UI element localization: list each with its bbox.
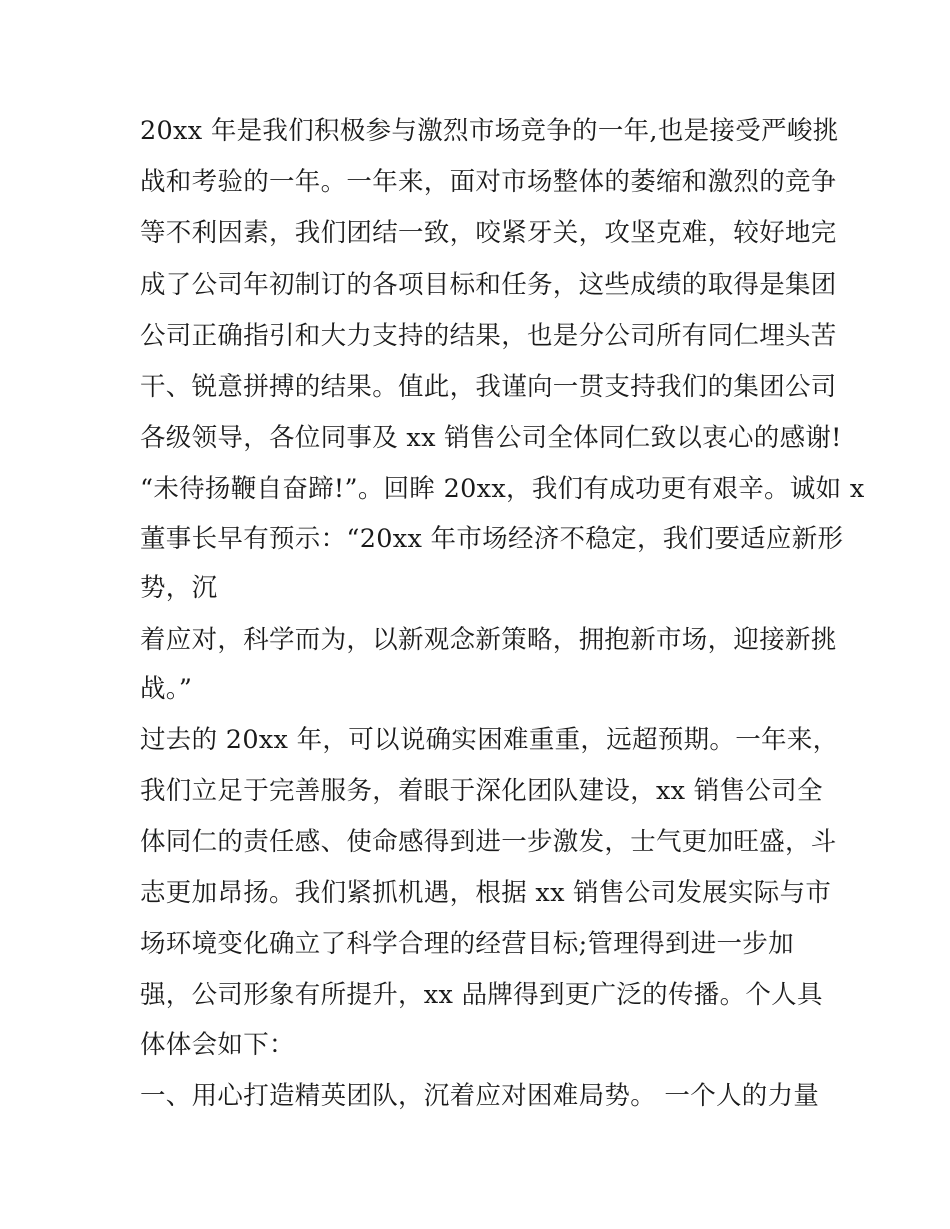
text-line: 20xx 年是我们积极参与激烈市场竞争的一年,也是接受严峻挑 <box>140 116 839 146</box>
text-line: 志更加昂扬。我们紧抓机遇，根据 xx 销售公司发展实际与市 <box>140 878 832 908</box>
text-line: 体同仁的责任感、使命感得到进一步激发，士气更加旺盛，斗 <box>140 827 837 857</box>
text-line: “未待扬鞭自奋蹄!”。回眸 20xx，我们有成功更有艰辛。诚如 x <box>140 474 865 504</box>
text-line: 董事长早有预示：“20xx 年市场经济不稳定，我们要适应新形 <box>140 524 844 554</box>
text-line: 等不利因素，我们团结一致，咬紧牙关，攻坚克难，较好地完 <box>140 218 837 248</box>
text-line: 着应对，科学而为，以新观念新策略，拥抱新市场，迎接新挑 <box>140 625 837 655</box>
text-line: 场环境变化确立了科学合理的经营目标;管理得到进一步加 <box>140 929 794 959</box>
text-line: 成了公司年初制订的各项目标和任务，这些成绩的取得是集团 <box>140 270 837 300</box>
text-line: 势，沉 <box>140 573 218 603</box>
text-line: 强，公司形象有所提升，xx 品牌得到更广泛的传播。个人具 <box>140 980 823 1010</box>
text-line: 各级领导，各位同事及 xx 销售公司全体同仁致以衷心的感谢! <box>140 423 842 453</box>
text-line: 干、锐意拼搏的结果。值此，我谨向一贯支持我们的集团公司 <box>140 372 837 402</box>
text-line: 一、用心打造精英团队，沉着应对困难局势。 一个人的力量 <box>140 1081 820 1111</box>
text-line: 我们立足于完善服务，着眼于深化团队建设，xx 销售公司全 <box>140 776 823 806</box>
text-line: 过去的 20xx 年，可以说确实困难重重，远超预期。一年来， <box>140 725 839 755</box>
text-line: 战和考验的一年。一年来，面对市场整体的萎缩和激烈的竞争 <box>140 167 837 197</box>
text-line: 公司正确指引和大力支持的结果，也是分公司所有同仁埋头苦 <box>140 321 837 351</box>
text-line: 体体会如下： <box>140 1030 295 1060</box>
text-line: 战。” <box>140 674 193 704</box>
